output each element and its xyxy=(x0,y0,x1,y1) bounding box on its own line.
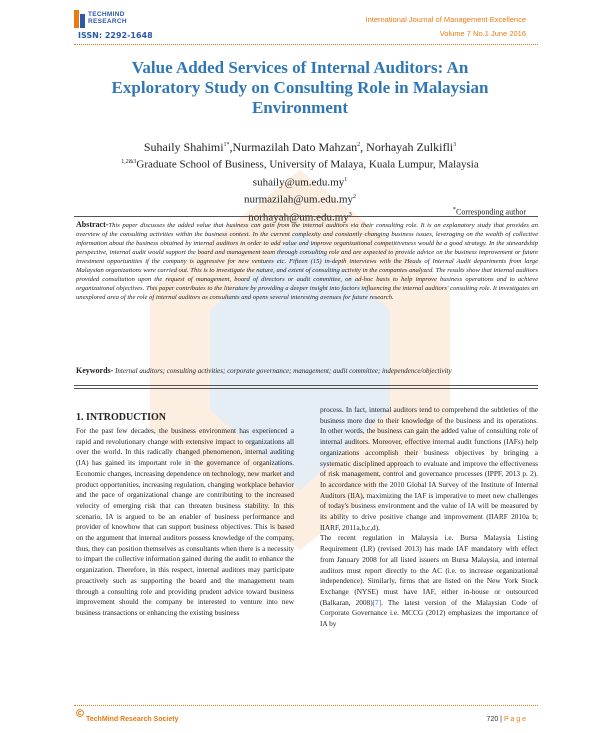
abstract-text: This paper discusses the added value that business can gain from the internal auditors via their consulting role. It is an explanatory study that provides an overview of the consulting activities within the business context. In the current complexity and constantly changing business issues, leveraging on the wealth of collective information about the business obtained by internal auditors in order to add value and improve organizational competitiveness would be a good strategy. In the stewardship perspective, internal audit would support the board and management team through consulting role and are expected to provide advice on the business improvement or future investment opportunities if the company is aggressive for new ventures etc. Fifteen (15) in-depth interviews with the Heads of Internal Audit departments from large Malaysian organizations were carried out. This is to investigate the nature, and extent of consulting activity in the companies analyzed. The results show that internal auditors provided consultation upon the request of management, board of directors or audit committee, on ad-hoc basis to help improve business operations and to achieve organizational objectives. This paper contributes to the literature by providing a deeper insight into factors influencing the internal auditors' consulting role. It investigates an unexplored area of the role of internal auditors as consultants and opens several interesting avenues for future research. xyxy=(76,222,538,302)
author-3-sup: 3 xyxy=(453,142,457,148)
page-number: 720 xyxy=(486,716,499,723)
email-2-sup: 2 xyxy=(353,194,357,201)
affiliation-text: Graduate School of Business, University of Malaya, Kuala Lumpur, Malaysia xyxy=(136,158,479,171)
author-3: , Norhayah Zulkifli xyxy=(360,140,454,154)
intro-paragraph-3 xyxy=(320,533,538,629)
email-2-text: nurmazilah@um.edu.my xyxy=(243,193,354,206)
email-1-text: suhaily@um.edu.my xyxy=(252,176,345,189)
keywords-label: Keywords- xyxy=(76,366,114,375)
abstract xyxy=(76,220,538,302)
email-3-sup: 3 xyxy=(348,211,352,218)
logo-line1: TECHMIND xyxy=(88,11,125,18)
email-3-text: norhayah@um.edu.my xyxy=(248,211,349,224)
page-word: P a g e xyxy=(503,716,526,723)
footer-page xyxy=(487,716,526,723)
paper-title xyxy=(80,58,520,118)
author-2: ,Nurmazilah Dato Mahzan xyxy=(229,140,358,154)
corr-text: Corresponding author xyxy=(456,207,526,217)
keywords-rule xyxy=(74,388,538,389)
author-2-sup: 2 xyxy=(357,142,361,148)
intro-paragraph-3-end: . The latest version of the Malaysian Code of Corporate Governance i.e. MCCG (2012) emphasizes the importance of IA by xyxy=(320,597,538,629)
affiliation-sup: 1,2&3 xyxy=(121,159,137,165)
title-line-1: Value Added Services of Internal Auditors: An xyxy=(131,58,469,77)
issn: ISSN: 2292-1648 xyxy=(78,31,153,40)
email-1 xyxy=(80,173,520,191)
keywords xyxy=(76,366,538,376)
copyright-icon xyxy=(76,709,84,717)
footer-rule xyxy=(74,705,538,706)
intro-paragraph-1: For the past few decades, the business environment has experienced a rapid and revolutionary change with extensive impact to organizations all over the world. In this radically changed phenomenon, internal auditing (IA) has gained its important role in the governance of organizations. Economic changes, increasing dependence on technology, new market and product opportunities, increasing regulation, changing workplace behavior and the pace of organizational change are contributing to the increased velocity of emerging risk that can threaten business stability. In this scenario, IA is argued to be an enabler of business performance and provider of knowhow that can support business objectives. This is based on the argument that internal auditors possess knowledge of the company, thus, they can position themselves as consultants when there is a necessity to impart the collective information gained during the audit to enhance the organization. Therefore, in this respect, internal auditors may participate proactively such as supporting the board and the management team through a consulting role and providing prudent advice toward business improvement should the company be interested to venture into new business transactions or enhancing the existing business xyxy=(76,426,294,617)
journal-info xyxy=(365,13,526,41)
email-1-sup: 1 xyxy=(344,176,348,183)
abstract-label: Abstract- xyxy=(76,220,109,229)
header-rule xyxy=(74,44,538,45)
author-1: Suhaily Shahimi xyxy=(143,140,224,154)
body-column-left xyxy=(76,426,294,619)
section-heading: 1. INTRODUCTION xyxy=(76,412,167,423)
citation-link[interactable]: [7] xyxy=(372,597,382,607)
logo-text xyxy=(88,11,127,25)
logo-line2: RESEARCH xyxy=(88,18,127,25)
title-line-2: Exploratory Study on Consulting Role in Malaysian xyxy=(111,78,489,97)
title-line-3: Environment xyxy=(251,98,349,117)
techmind-logo-icon xyxy=(74,10,86,28)
affiliation xyxy=(80,155,520,173)
corr-sup: * xyxy=(452,206,456,213)
author-1-sup: 1* xyxy=(223,142,230,148)
body-column-right xyxy=(320,405,538,630)
journal-name: International Journal of Management Excellence xyxy=(365,15,526,24)
footer-society: TechMind Research Society xyxy=(86,716,179,723)
keywords-text: Internal auditors; consulting activities; corporate governance; management; audit committee; independence/objectivity xyxy=(113,367,452,375)
intro-paragraph-2: process. In fact, internal auditors tend to comprehend the subtleties of the business more due to their knowledge of the business and its operations. In other words, the business can gain the added value of consulting role of internal auditors. Moreover, effective internal audit functions (IAFs) help organizations accomplish their business objectives by bringing a systematic disciplined approach to evaluate and improve the effectiveness of risk management, control and governance processes (IPPF, 2013 p. 2). In accordance with the 2010 Global IA Survey of the Institute of Internal Auditors (IIA), maximizing the IAF is imperative to meet new challenges of today's business environment and the value of IA will be measured by its ability to drive positive change and improvement (IIARF 2010a b; IIARF, 2011a,b,c,d). xyxy=(320,405,538,532)
journal-volume: Volume 7 No.1 June 2016 xyxy=(439,29,526,38)
intro-paragraph-3-text: The recent regulation in Malaysia i.e. Bursa Malaysia Listing Requirement (LR) (revised 2013) has made IAF mandatory with effect from January 2008 for all listed issuers on Bursa Malaysia, and internal auditors must report directly to the AC (i.e. to increase organizational independence). Similarly, firms that are listed on the New York Stock Exchange (NYSE) must have IAF, either in-house or outsourced (Balkaran, 2008) xyxy=(320,533,538,607)
page-separator: | xyxy=(498,716,504,723)
author-names xyxy=(80,138,520,155)
page-header xyxy=(0,0,600,50)
